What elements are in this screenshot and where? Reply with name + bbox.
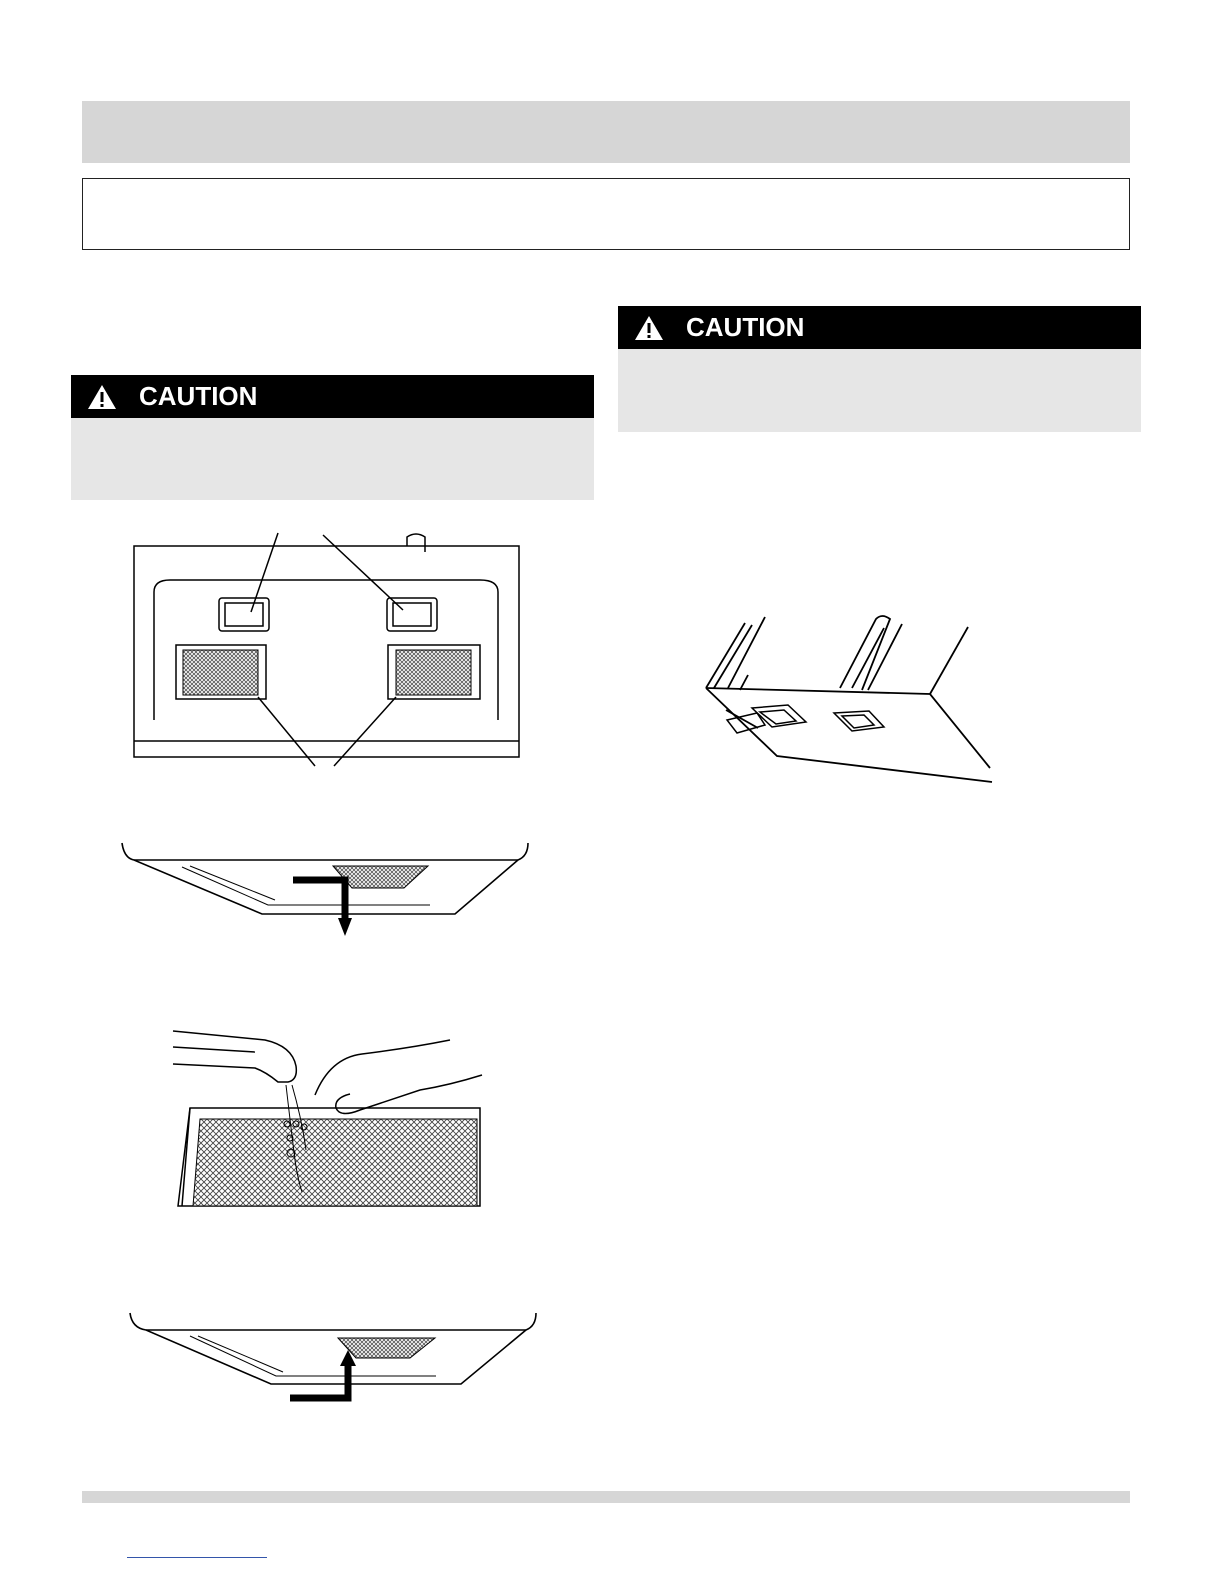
caution-label-right: CAUTION [686,312,805,342]
caution-label-left: CAUTION [139,381,258,411]
footer-band [82,1491,1130,1503]
footer-link-underline[interactable] [127,1557,267,1558]
